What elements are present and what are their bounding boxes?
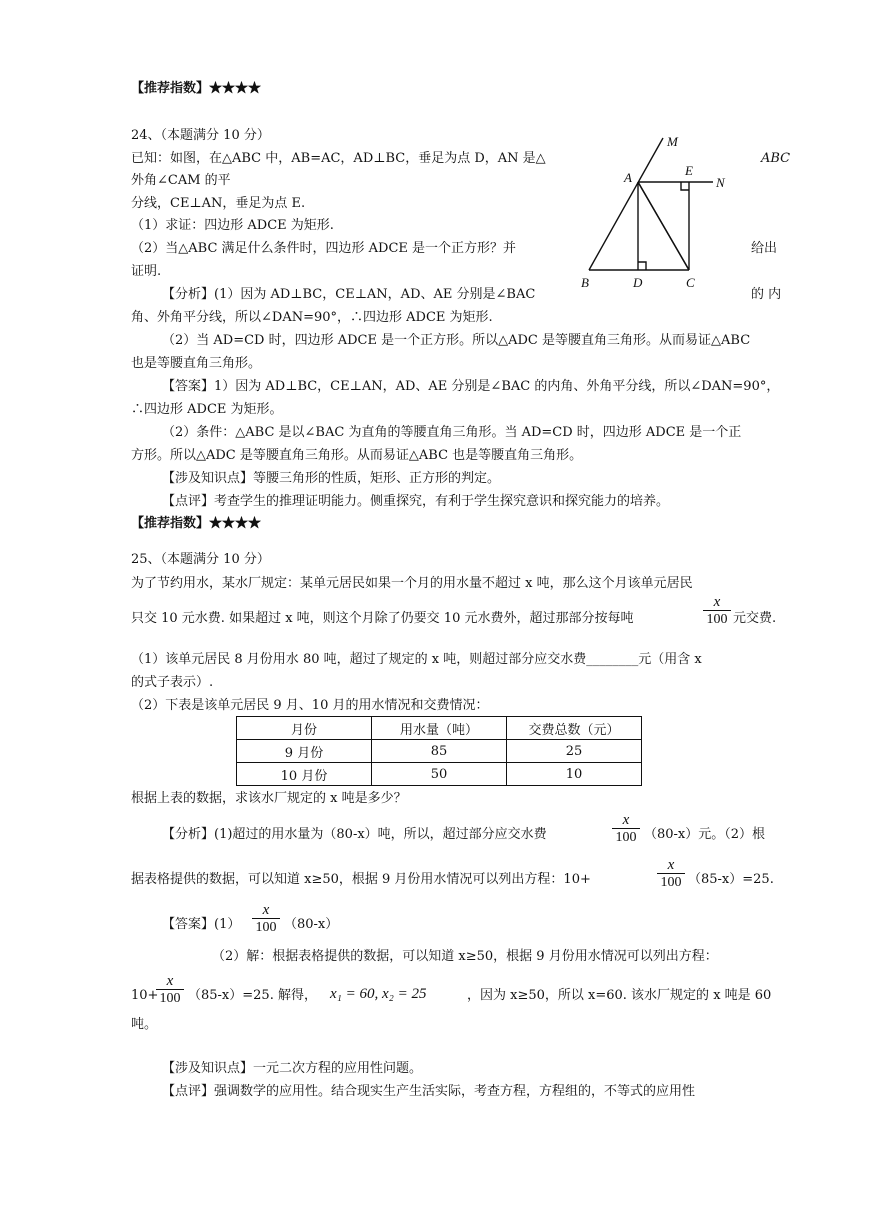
label-M: M — [667, 134, 678, 149]
q25-analysis-1b: （80-x）元。（2）根 — [644, 827, 766, 842]
q24-comment: 【点评】考查学生的推理证明能力。侧重探究，有利于学生探究意识和探究能力的培养。 — [162, 494, 670, 509]
table-cell: 10 — [507, 763, 642, 786]
q25-answer-roots: x₁ = 60, x₂ = 25 — [330, 986, 427, 1002]
label-A: A — [624, 170, 632, 185]
q25-line1: 为了节约用水，某水厂规定：某单元居民如果一个月的用水量不超过 x 吨，那么这个月该单元居民 — [131, 576, 693, 591]
q25-knowledge: 【涉及知识点】一元二次方程的应用性问题。 — [162, 1061, 423, 1076]
frac-den: 100 — [706, 612, 728, 627]
q24-analysis-2: 角、外角平分线，所以∠DAN=90°，∴四边形 ADCE 为矩形. — [131, 310, 493, 325]
q25-answer-1b: （80-x） — [284, 917, 339, 932]
label-D: D — [633, 275, 643, 290]
q25-answer-4: 吨。 — [131, 1017, 158, 1032]
q24-answer-2: ∴四边形 ADCE 为矩形。 — [131, 402, 283, 417]
geometry-figure — [575, 132, 735, 292]
q24-line1-right: ABC — [761, 151, 791, 166]
table-header: 月份 — [237, 717, 372, 740]
table-cell: 50 — [372, 763, 507, 786]
q25-analysis-1a: 【分析】(1)超过的用水量为（80-x）吨，所以，超过部分应交水费 — [162, 827, 547, 842]
table-header: 用水量（吨） — [372, 717, 507, 740]
q25-comment: 【点评】强调数学的应用性。结合现实生产生活实际，考查方程，方程组的，不等式的应用性 — [162, 1084, 696, 1099]
table-cell: 10 月份 — [237, 763, 372, 786]
q25-line3: （1）该单元居民 8 月份用水 80 吨，超过了规定的 x 吨，则超过部分应交水费________元（用含 x — [131, 652, 702, 667]
q24-line5: （2）当△ABC 满足什么条件时，四边形 ADCE 是一个正方形？并 — [131, 241, 517, 256]
q25-line2b: 元交费. — [733, 611, 777, 626]
q24-knowledge: 【涉及知识点】等腰三角形的性质，矩形、正方形的判定。 — [162, 471, 501, 486]
q25-answer-3d: ，因为 x≥50，所以 x=60. 该水厂规定的 x 吨是 60 — [467, 988, 772, 1003]
table-row — [237, 740, 642, 763]
table-row — [237, 763, 642, 786]
table-header: 交费总数（元） — [507, 717, 642, 740]
label-B: B — [581, 275, 589, 290]
table-header-row — [237, 717, 642, 740]
q25-answer-3a: 10+ — [131, 988, 159, 1003]
recommend-index-top: 【推荐指数】★★★★ — [131, 81, 262, 96]
q24-line6: 证明. — [131, 264, 162, 279]
q25-answer-1a: 【答案】(1） — [162, 917, 241, 932]
fraction-x-over-100: x 100 — [252, 902, 280, 937]
q24-answer-4: 方形。所以△ADC 是等腰直角三角形。从而易证△ABC 也是等腰直角三角形。 — [131, 448, 583, 463]
q25-analysis-2b: （85-x）=25. — [688, 872, 774, 887]
fraction-x-over-100: x 100 — [657, 857, 685, 892]
q24-analysis-4: 也是等腰直角三角形。 — [131, 356, 262, 371]
q25-line4: 的式子表示）. — [131, 675, 214, 690]
label-E: E — [685, 163, 693, 178]
fraction-x-over-100 — [703, 594, 731, 629]
q24-analysis-3: （2）当 AD=CD 时，四边形 ADCE 是一个正方形。所以△ADC 是等腰直角三角形。从而易证△ABC — [162, 333, 751, 348]
fraction-x-over-100: x 100 — [156, 973, 184, 1008]
label-N: N — [716, 175, 725, 190]
q24-line4: （1）求证：四边形 ADCE 为矩形. — [131, 218, 334, 233]
q24-analysis-1: 【分析】(1）因为 AD⊥BC，CE⊥AN，AD、AE 分别是∠BAC — [162, 287, 536, 302]
frac-num: x — [713, 594, 721, 610]
q24-line2: 外角∠CAM 的平 — [131, 173, 231, 188]
water-usage-table — [236, 716, 642, 786]
q24-analysis-1-right: 的 内 — [751, 287, 782, 302]
q25-analysis-2a: 据表格提供的数据，可以知道 x≥50，根据 9 月份用水情况可以列出方程：10+ — [131, 872, 591, 887]
q25-line2a: 只交 10 元水费. 如果超过 x 吨，则这个月除了仍要交 10 元水费外，超过那部分按每吨 — [131, 611, 634, 626]
q24-header: 24、（本题满分 10 分） — [131, 128, 270, 143]
q25-line5: （2）下表是该单元居民 9 月、10 月的用水情况和交费情况： — [131, 698, 489, 713]
label-C: C — [686, 275, 695, 290]
table-cell: 9 月份 — [237, 740, 372, 763]
q25-answer-2: （2）解：根据表格提供的数据，可以知道 x≥50，根据 9 月份用水情况可以列出方程： — [212, 949, 718, 964]
q24-answer-1: 【答案】1）因为 AD⊥BC，CE⊥AN，AD、AE 分别是∠BAC 的内角、外角平分线，所以∠DAN=90°， — [162, 379, 780, 394]
q25-answer-3b: （85-x）=25. 解得， — [188, 988, 317, 1003]
fraction-x-over-100: x 100 — [612, 812, 640, 847]
recommend-index: 【推荐指数】★★★★ — [131, 516, 262, 531]
table-cell: 85 — [372, 740, 507, 763]
q24-line1: 已知：如图，在△ABC 中，AB=AC，AD⊥BC，垂足为点 D，AN 是△ — [131, 151, 546, 166]
q24-line3: 分线，CE⊥AN，垂足为点 E. — [131, 196, 306, 211]
q24-answer-3: （2）条件：△ABC 是以∠BAC 为直角的等腰直角三角形。当 AD=CD 时，四边形 ADCE 是一个正 — [162, 425, 742, 440]
q25-line6: 根据上表的数据，求该水厂规定的 x 吨是多少？ — [131, 791, 407, 806]
q25-header: 25、（本题满分 10 分） — [131, 552, 270, 567]
table-cell: 25 — [507, 740, 642, 763]
q24-line5-right: 给出 — [751, 241, 778, 256]
